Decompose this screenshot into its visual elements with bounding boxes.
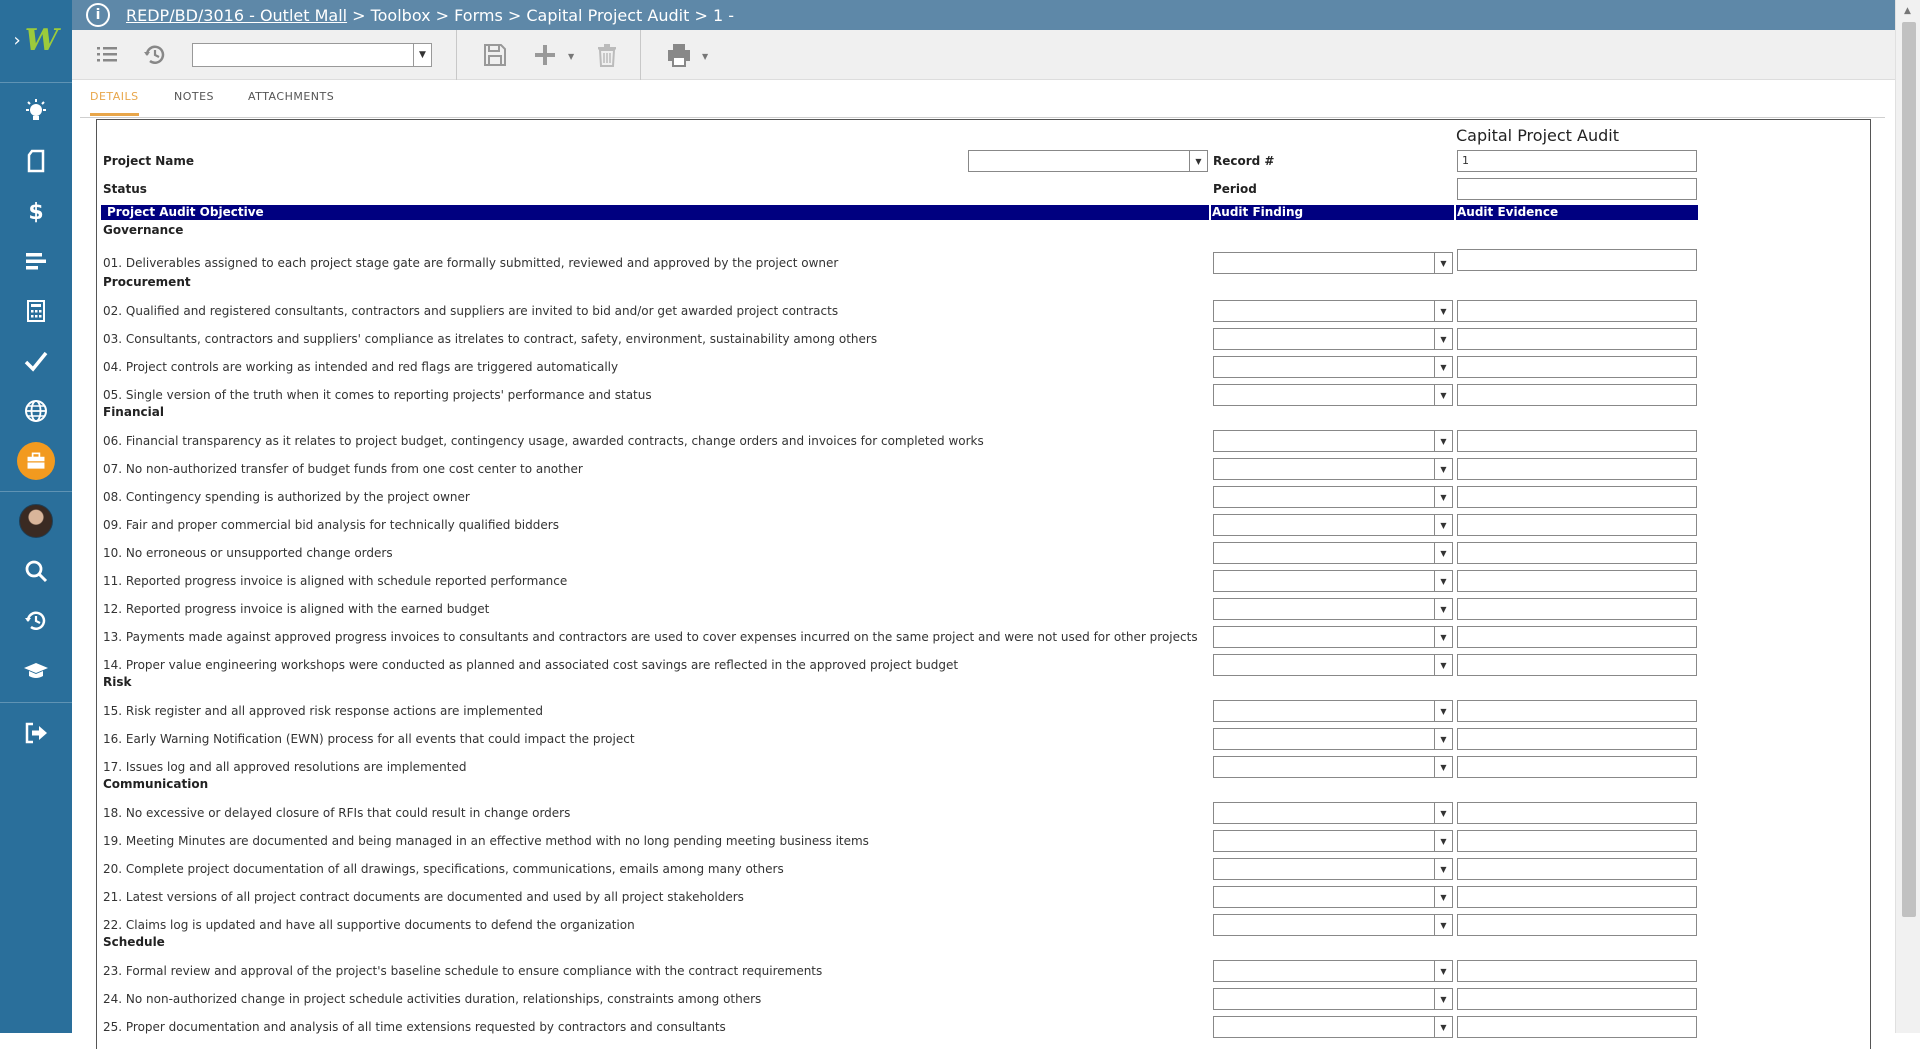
audit-question-text: 05. Single version of the truth when it comes to reporting projects' performance and status: [103, 388, 652, 402]
save-button[interactable]: [480, 40, 510, 70]
chevron-down-icon[interactable]: ▼: [1434, 357, 1452, 377]
audit-evidence-field[interactable]: [1457, 830, 1697, 852]
audit-question-text: 02. Qualified and registered consultants, contractors and suppliers are invited to bid and/or get awarded project contracts: [103, 304, 839, 318]
audit-finding-select[interactable]: [1213, 728, 1453, 750]
gantt-icon: [23, 248, 49, 274]
sidebar-item-logout[interactable]: [0, 711, 72, 755]
chevron-down-icon[interactable]: ▼: [1434, 887, 1452, 907]
tab-attachments[interactable]: ATTACHMENTS: [248, 90, 335, 103]
record-number-label: Record #: [1213, 154, 1275, 168]
graduation-cap-icon: [23, 658, 49, 684]
briefcase-icon: [25, 450, 47, 472]
audit-finding-select[interactable]: [1213, 700, 1453, 722]
active-indicator: [17, 442, 55, 480]
audit-question-text: 13. Payments made against approved progress invoices to consultants and contractors are used to cover expenses incurred on the same project and were not used for other projects: [103, 630, 1198, 644]
chevron-down-icon[interactable]: ▼: [1434, 1017, 1452, 1037]
section-governance: Governance: [103, 223, 184, 237]
chevron-down-icon[interactable]: ▼: [1434, 253, 1452, 273]
print-button[interactable]: [664, 40, 694, 70]
search-icon: [23, 558, 49, 584]
audit-question-text: 19. Meeting Minutes are documented and being managed in an effective method with no long pending meeting business items: [103, 834, 869, 848]
tab-details[interactable]: DETAILS: [90, 90, 139, 116]
numbered-list-icon: [94, 42, 120, 68]
audit-question-text: 17. Issues log and all approved resolutions are implemented: [103, 760, 467, 774]
column-divider: [1209, 205, 1211, 220]
audit-question-text: 07. No non-authorized transfer of budget funds from one cost center to another: [103, 462, 583, 476]
sidebar-item-toolbox[interactable]: [0, 439, 72, 483]
audit-evidence-field[interactable]: [1457, 458, 1697, 480]
audit-evidence-field[interactable]: [1457, 356, 1697, 378]
audit-evidence-field[interactable]: [1457, 249, 1697, 271]
table-header: [101, 205, 1698, 220]
audit-evidence-field[interactable]: [1457, 886, 1697, 908]
chevron-down-icon[interactable]: ▼: [1434, 329, 1452, 349]
sidebar-item-schedule[interactable]: [0, 239, 72, 283]
audit-question-text: 20. Complete project documentation of all drawings, specifications, communications, emails among many others: [103, 862, 784, 876]
sidebar-item-cost[interactable]: [0, 189, 72, 233]
list-view-button[interactable]: [92, 40, 122, 70]
view-select[interactable]: [192, 43, 432, 67]
sidebar-divider: [0, 82, 72, 83]
audit-evidence-field[interactable]: [1457, 988, 1697, 1010]
audit-evidence-field[interactable]: [1457, 598, 1697, 620]
evidence-column-header: Audit Evidence: [1457, 205, 1559, 219]
print-dropdown-caret-icon[interactable]: ▼: [702, 52, 709, 61]
chevron-down-icon[interactable]: ▼: [1434, 385, 1452, 405]
audit-evidence-field[interactable]: [1457, 626, 1697, 648]
calculator-icon: [23, 298, 49, 324]
audit-evidence-field[interactable]: [1457, 1016, 1697, 1038]
audit-finding-select[interactable]: [1213, 960, 1453, 982]
audit-question-text: 11. Reported progress invoice is aligned with schedule reported performance: [103, 574, 568, 588]
sidebar-item-profile[interactable]: [0, 499, 72, 543]
chevron-down-icon[interactable]: ▼: [1434, 859, 1452, 879]
toolbar-divider: [456, 30, 457, 80]
audit-question-text: 06. Financial transparency as it relates to project budget, contingency usage, awarded contracts, change orders and invoices for completed works: [103, 434, 984, 448]
section-communication: Communication: [103, 777, 209, 791]
chevron-down-icon[interactable]: ▼: [1434, 803, 1452, 823]
audit-evidence-field[interactable]: [1457, 802, 1697, 824]
section-risk: Risk: [103, 675, 132, 689]
lightbulb-icon: [23, 98, 49, 124]
delete-button[interactable]: [592, 40, 622, 70]
audit-finding-select[interactable]: [1213, 914, 1453, 936]
audit-finding-select[interactable]: [1213, 514, 1453, 536]
history-icon: [23, 608, 49, 634]
scrollbar-thumb[interactable]: [1902, 22, 1916, 917]
chevron-down-icon[interactable]: ▼: [1434, 831, 1452, 851]
chevron-down-icon[interactable]: ▼: [1434, 961, 1452, 981]
audit-evidence-field[interactable]: [1457, 858, 1697, 880]
audit-finding-select[interactable]: [1213, 598, 1453, 620]
sidebar-item-global[interactable]: [0, 389, 72, 433]
audit-finding-select[interactable]: [1213, 570, 1453, 592]
audit-question-text: 21. Latest versions of all project contract documents are documented and used by all project stakeholders: [103, 890, 744, 904]
history-button[interactable]: [140, 40, 170, 70]
sidebar-item-tasks[interactable]: [0, 339, 72, 383]
audit-evidence-field[interactable]: [1457, 570, 1697, 592]
chevron-down-icon[interactable]: ▼: [1434, 757, 1452, 777]
audit-finding-select[interactable]: [1213, 328, 1453, 350]
chevron-down-icon[interactable]: ▼: [1434, 431, 1452, 451]
audit-finding-select[interactable]: [1213, 542, 1453, 564]
logout-icon: [23, 720, 49, 746]
toolbar-divider: [640, 30, 641, 80]
chevron-down-icon[interactable]: ▼: [1434, 599, 1452, 619]
period-label: Period: [1213, 182, 1257, 196]
audit-evidence-field[interactable]: [1457, 700, 1697, 722]
add-dropdown-caret-icon[interactable]: ▼: [568, 52, 575, 61]
document-icon: [23, 148, 49, 174]
chevron-down-icon[interactable]: ▼: [1434, 487, 1452, 507]
audit-question-text: 14. Proper value engineering workshops were conducted as planned and associated cost savings are reflected in the approved project budget: [103, 658, 959, 672]
add-button[interactable]: [530, 40, 560, 70]
audit-evidence-field[interactable]: [1457, 542, 1697, 564]
breadcrumb-path: > Toolbox > Forms > Capital Project Audit > 1 -: [352, 5, 734, 25]
audit-evidence-field[interactable]: [1457, 384, 1697, 406]
section-schedule: Schedule: [103, 935, 165, 949]
audit-question-text: 23. Formal review and approval of the project's baseline schedule to ensure compliance with the contract requirements: [103, 964, 823, 978]
form-title: Capital Project Audit: [1456, 126, 1619, 145]
audit-question-text: 25. Proper documentation and analysis of all time extensions requested by contractors and consultants: [103, 1020, 726, 1034]
audit-finding-select[interactable]: [1213, 458, 1453, 480]
audit-question-text: 18. No excessive or delayed closure of RFIs that could result in change orders: [103, 806, 571, 820]
globe-icon: [23, 398, 49, 424]
audit-question-text: 01. Deliverables assigned to each project stage gate are formally submitted, reviewed and approved by the project owner: [103, 256, 839, 270]
column-divider: [1454, 205, 1456, 220]
chevron-down-icon[interactable]: ▼: [1434, 915, 1452, 935]
audit-finding-select[interactable]: [1213, 300, 1453, 322]
audit-question-text: 03. Consultants, contractors and suppliers' compliance as itrelates to contract, safety, environment, sustainability among others: [103, 332, 878, 346]
chevron-down-icon[interactable]: ▼: [1434, 571, 1452, 591]
chevron-down-icon[interactable]: ▼: [1434, 627, 1452, 647]
sidebar-divider: [0, 491, 72, 492]
finding-column-header: Audit Finding: [1212, 205, 1304, 219]
breadcrumb-project-link[interactable]: REDP/BD/3016 - Outlet Mall: [126, 5, 348, 25]
project-name-label: Project Name: [103, 154, 195, 168]
save-icon: [482, 42, 508, 68]
trash-icon: [594, 42, 620, 68]
sidebar-item-calculator[interactable]: [0, 289, 72, 333]
dollar-icon: [23, 198, 49, 224]
audit-question-text: 24. No non-authorized change in project schedule activities duration, relationships, constraints among others: [103, 992, 762, 1006]
objective-column-header: Project Audit Objective: [107, 205, 264, 219]
audit-evidence-field[interactable]: [1457, 300, 1697, 322]
chevron-down-icon[interactable]: ▼: [413, 44, 431, 66]
checkmark-icon: [23, 348, 49, 374]
audit-question-text: 09. Fair and proper commercial bid analysis for technically qualified bidders: [103, 518, 559, 532]
audit-evidence-field[interactable]: [1457, 728, 1697, 750]
expand-chevron-icon[interactable]: ›: [13, 29, 21, 51]
breadcrumb: [72, 0, 1895, 30]
status-label: Status: [103, 182, 147, 196]
chevron-down-icon[interactable]: ▼: [1189, 151, 1207, 171]
audit-evidence-field[interactable]: [1457, 654, 1697, 676]
audit-finding-select[interactable]: [1213, 626, 1453, 648]
app-sidebar: [0, 0, 72, 1033]
audit-evidence-field[interactable]: [1457, 756, 1697, 778]
audit-question-text: 22. Claims log is updated and have all supportive documents to defend the organization: [103, 918, 635, 932]
tab-bar: [80, 80, 1885, 118]
audit-finding-select[interactable]: [1213, 858, 1453, 880]
audit-finding-select[interactable]: [1213, 486, 1453, 508]
audit-question-text: 10. No erroneous or unsupported change orders: [103, 546, 393, 560]
audit-question-text: 08. Contingency spending is authorized by the project owner: [103, 490, 470, 504]
audit-question-text: 04. Project controls are working as intended and red flags are triggered automatically: [103, 360, 619, 374]
audit-finding-select[interactable]: [1213, 430, 1453, 452]
audit-evidence-field[interactable]: [1457, 486, 1697, 508]
audit-finding-select[interactable]: [1213, 802, 1453, 824]
audit-finding-select[interactable]: [1213, 1016, 1453, 1038]
chevron-down-icon[interactable]: ▼: [1434, 701, 1452, 721]
audit-finding-select[interactable]: [1213, 654, 1453, 676]
period-field[interactable]: [1457, 178, 1697, 200]
chevron-down-icon[interactable]: ▼: [1434, 301, 1452, 321]
sidebar-item-ideas[interactable]: [0, 89, 72, 133]
audit-finding-select[interactable]: [1213, 988, 1453, 1010]
printer-icon: [666, 42, 692, 68]
project-name-select[interactable]: [968, 150, 1208, 172]
chevron-down-icon[interactable]: ▼: [1434, 459, 1452, 479]
avatar: [19, 504, 53, 538]
audit-finding-select[interactable]: [1213, 384, 1453, 406]
audit-question-text: 16. Early Warning Notification (EWN) process for all events that could impact the project: [103, 732, 635, 746]
sidebar-item-documents[interactable]: [0, 139, 72, 183]
audit-question-text: 12. Reported progress invoice is aligned with the earned budget: [103, 602, 490, 616]
audit-evidence-field[interactable]: [1457, 514, 1697, 536]
section-procurement: Procurement: [103, 275, 191, 289]
audit-finding-select[interactable]: [1213, 356, 1453, 378]
svg-text:$: $: [28, 200, 44, 224]
chevron-down-icon[interactable]: ▼: [1434, 515, 1452, 535]
tab-notes[interactable]: NOTES: [174, 90, 215, 103]
vertical-scrollbar[interactable]: [1895, 0, 1920, 1033]
history-icon: [142, 42, 168, 68]
plus-icon: [532, 42, 558, 68]
audit-finding-select[interactable]: [1213, 756, 1453, 778]
chevron-down-icon[interactable]: ▼: [1434, 729, 1452, 749]
record-number-field[interactable]: 1: [1457, 150, 1697, 172]
sidebar-item-search[interactable]: [0, 549, 72, 593]
chevron-down-icon[interactable]: ▼: [1434, 989, 1452, 1009]
info-icon[interactable]: i: [86, 3, 110, 27]
audit-evidence-field[interactable]: [1457, 960, 1697, 982]
sidebar-item-training[interactable]: [0, 649, 72, 693]
audit-finding-select[interactable]: [1213, 830, 1453, 852]
audit-evidence-field[interactable]: [1457, 328, 1697, 350]
logo-w-icon: W: [24, 22, 59, 58]
chevron-down-icon[interactable]: ▼: [1434, 655, 1452, 675]
toolbar: [72, 30, 1895, 80]
section-financial: Financial: [103, 405, 164, 419]
audit-evidence-field[interactable]: [1457, 914, 1697, 936]
sidebar-divider: [0, 702, 72, 703]
audit-finding-select[interactable]: [1213, 886, 1453, 908]
app-logo[interactable]: [0, 18, 72, 62]
scroll-up-icon[interactable]: ▲: [1904, 6, 1911, 16]
audit-question-text: 15. Risk register and all approved risk response actions are implemented: [103, 704, 543, 718]
sidebar-item-history[interactable]: [0, 599, 72, 643]
audit-finding-select[interactable]: [1213, 252, 1453, 274]
chevron-down-icon[interactable]: ▼: [1434, 543, 1452, 563]
audit-evidence-field[interactable]: [1457, 430, 1697, 452]
